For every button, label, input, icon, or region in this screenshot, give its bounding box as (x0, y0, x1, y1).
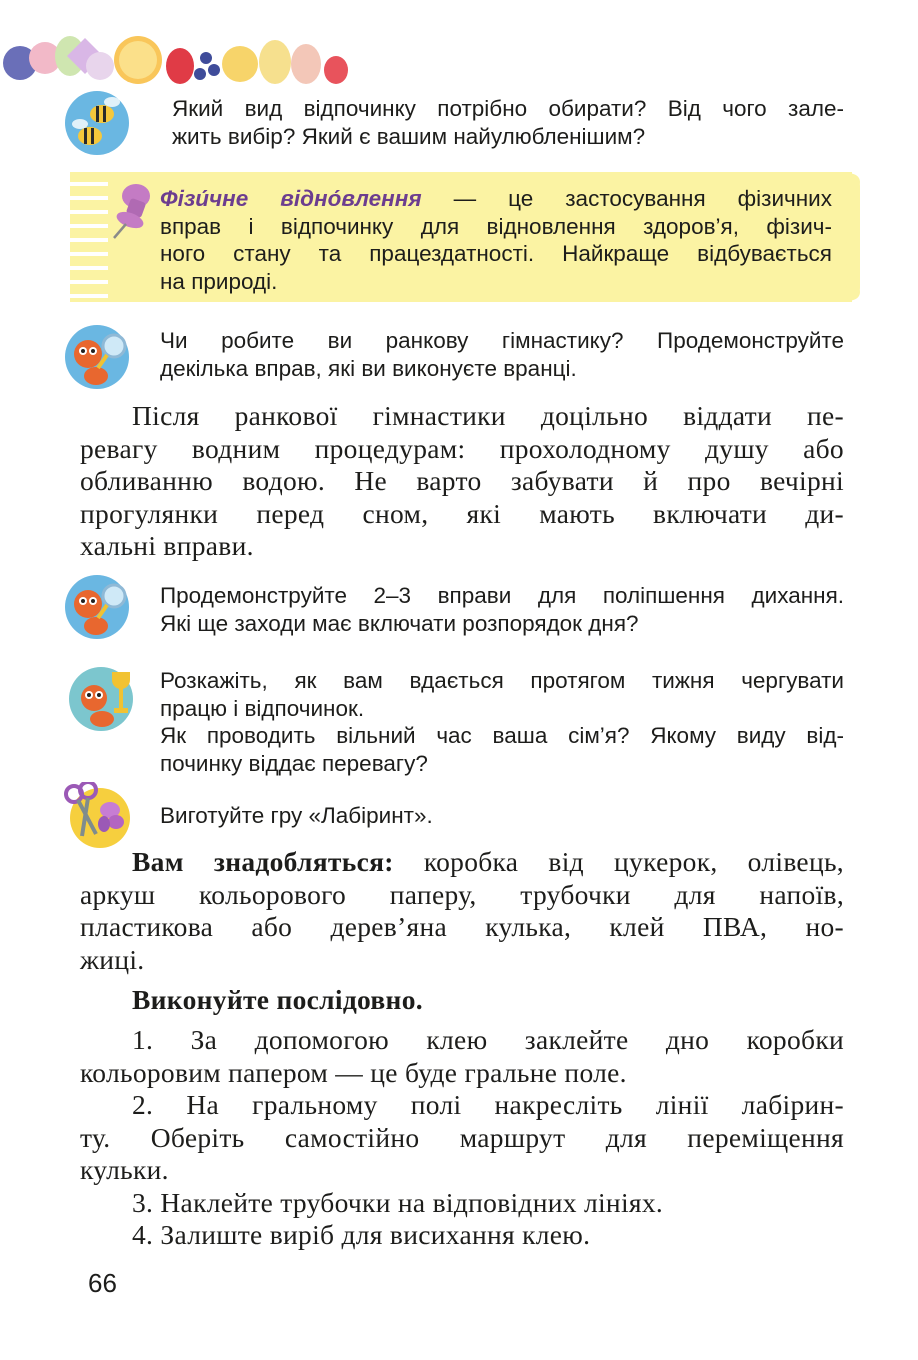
task-4-line: Розкажіть, як вам вдається протягом тижня чергувати (160, 668, 844, 693)
ant-trophy-icon (66, 664, 136, 734)
ant-magnifier-icon (62, 572, 132, 642)
step-line: 3. Наклейте трубочки на відповідних лініях. (132, 1186, 664, 1218)
step-line: кольоровим папером — це буде гральне поле. (80, 1056, 627, 1088)
definition-line: ного стану та працездатності. Найкраще відбувається (160, 241, 832, 266)
steps-section (80, 984, 844, 1017)
task-2-text (160, 327, 844, 382)
pushpin-icon (108, 180, 158, 242)
definition-line: на природі. (160, 268, 278, 294)
definition-term: Фізи́чне відно́влення (160, 186, 422, 211)
task-3-line: Продемонструйте 2–3 вправи для поліпшення дихання. (160, 583, 844, 608)
steps-list (80, 1024, 844, 1252)
ant-magnifier-icon (62, 322, 132, 392)
task-2-line: декілька вправ, які ви виконуєте вранці. (160, 355, 577, 381)
fruit-banner-icon (0, 18, 360, 88)
step-line: 4. Залиште виріб для висихання клею. (132, 1219, 591, 1250)
page-number: 66 (88, 1268, 117, 1298)
task-4-text (160, 667, 844, 777)
task-1-text (172, 95, 844, 150)
task-5-line: Виготуйте гру «Лабіринт». (160, 803, 433, 828)
notebook-strip (70, 172, 108, 302)
step-line: 2. На гральному полі накресліть лінії лабірин- (132, 1089, 844, 1120)
materials-label: Вам знадобляться: (132, 846, 394, 877)
task-3-line: Які ще заходи має включати розпорядок дня? (160, 610, 639, 636)
paragraph-line: прогулянки перед сном, які мають включати ди- (80, 497, 844, 529)
scalloped-edge (838, 172, 864, 302)
paragraph-line: хальні вправи. (80, 530, 254, 561)
step-line: ту. Оберіть самостійно маршрут для переміщення (80, 1121, 844, 1153)
steps-heading: Виконуйте послідовно. (132, 984, 423, 1015)
step-line: кульки. (80, 1154, 169, 1185)
step-line: 1. За допомогою клею заклейте дно коробки (132, 1024, 844, 1055)
task-4-line: Як проводить вільний час ваша сім’я? Якому виду від- (160, 723, 844, 748)
task-2-line: Чи робите ви ранкову гімнастику? Продемонструйте (160, 328, 844, 353)
paragraph-line: Після ранкової гімнастики доцільно віддати пе- (132, 400, 844, 431)
paragraph-line: обливанню водою. Не варто забувати й про вечірні (80, 465, 844, 496)
task-3-text (160, 582, 844, 637)
paragraph-line: ревагу водним процедурам: прохолодному душу або (80, 432, 844, 464)
materials-paragraph (80, 846, 844, 976)
definition-text (160, 185, 832, 295)
definition-line: — це застосування фізичних (421, 186, 832, 211)
task-5-text (160, 802, 844, 830)
definition-line: вправ і відпочинку для відновлення здоров’я, фізич- (160, 213, 832, 239)
materials-line: жиці. (80, 943, 145, 975)
task-1-line: Який вид відпочинку потрібно обирати? Від чого зале- (172, 96, 844, 121)
task-1-line: жить вибір? Який є вашим найулюбленішим? (172, 123, 646, 149)
task-4-line: працю і відпочинок. (160, 695, 365, 721)
materials-line: пластикова або дерев’яна кулька, клей ПВА, но- (80, 911, 844, 942)
scissors-butterfly-icon (62, 782, 132, 852)
materials-line: коробка від цукерок, олівець, (393, 846, 844, 877)
paragraph-1 (80, 400, 844, 563)
bees-icon (62, 88, 132, 158)
materials-line: аркуш кольорового паперу, трубочки для напоїв, (80, 878, 844, 910)
task-4-line: починку віддає перевагу? (160, 750, 428, 776)
